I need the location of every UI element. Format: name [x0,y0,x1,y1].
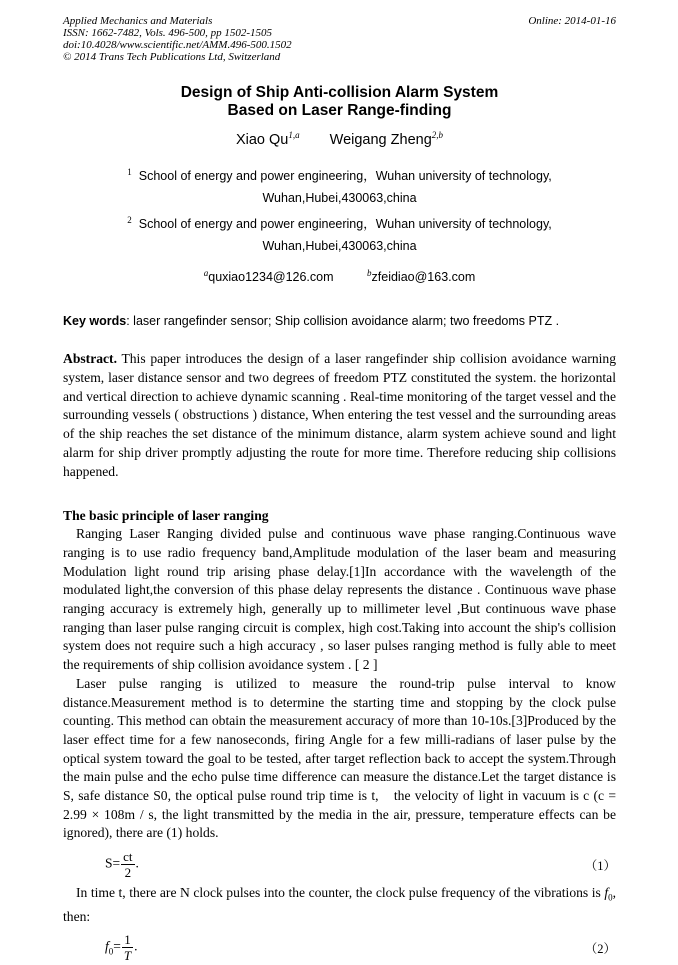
affiliation-2-line-1 [63,209,616,235]
author-1-name: Xiao Qu [235,131,289,148]
affiliation-1-superscript: 1 [127,166,132,177]
journal-copyright: © 2014 Trans Tech Publications Ltd, Switzerland [63,51,281,63]
keywords-text: : laser rangefinder sensor; Ship collision avoidance alarm; two freedoms PTZ . [126,314,560,329]
online-date: Online: 2014-01-16 [528,15,616,27]
affiliation-1-line-2: Wuhan,Hubei,430063,china [262,190,417,205]
section-heading-laser-ranging: The basic principle of laser ranging [63,508,269,524]
equation-1-fraction [121,849,134,880]
paper-title-line1: Design of Ship Anti-collision Alarm System [180,84,499,101]
email-1-superscript: a [203,268,209,279]
email-1-address: quxiao1234@126.com [208,270,334,285]
affiliation-1-text: School of energy and power engineering，Wuhan university of technology, [138,168,552,183]
email-2-superscript: b [367,268,372,279]
journal-header [63,15,616,63]
equation-1-lhs: S= [105,855,121,871]
author-1-superscript: 1,a [288,130,300,140]
email-2-address: zfeidiao@163.com [371,270,476,285]
equation-2-numerator: 1 [122,932,133,948]
equation-1-period: . [135,855,139,871]
authors-line [63,130,616,148]
paragraph-3-f-subscript: 0 [608,892,613,903]
equation-2-period: . [134,938,138,954]
keywords-line [63,313,616,329]
email-2 [367,270,475,284]
paper-title-line2: Based on Laser Range-finding [227,102,452,119]
paragraph-3-text-pre: In time t, there are N clock pulses into the counter, the clock pulse frequency of the vibrations is [76,885,605,901]
equation-2 [63,930,616,965]
equation-2-denominator: T [123,948,132,964]
emails-line [63,268,616,284]
affiliation-1-line-1 [63,161,616,187]
author-2-name: Weigang Zheng [329,131,432,148]
equation-2-expression [105,930,138,965]
journal-issn: ISSN: 1662-7482, Vols. 496-500, pp 1502-1505 [63,27,272,39]
abstract-label: Abstract. [63,351,117,367]
equation-2-f-symbol: f [105,938,109,954]
affiliations-block [63,161,616,257]
journal-title: Applied Mechanics and Materials [63,15,213,27]
equation-2-f-subscript: 0 [108,946,114,957]
section-paragraph-3 [63,884,616,926]
paragraph-3-text-post: , then: [63,885,616,924]
section-paragraph-2: Laser pulse ranging is utilized to measure the round-trip pulse interval to know distance.Measurement method is to determine the starting time and stopping by the clock pulse counting. This method can obtain the measurement accuracy of more than 10-10s.[3]Produced by the laser effect time for a few nanoseconds, firing Angle for a few milli-radians of laser pulse by the optical system toward the goal to be tested, after target reflection back to accept the system.Through the main pulse and the echo pulse time difference can measure the distance.Let the target distance is S, safe distance S0, the optical pulse round trip time is t, the velocity of light in vacuum is c (c = 2.99 × 108m / s, the light transmitted by the media in the air, pressure, temperature effects can be ignored), there are (1) holds. [63,675,616,841]
affiliation-2-text: School of energy and power engineering，Wuhan university of technology, [138,217,552,232]
affiliation-2-superscript: 2 [127,214,132,225]
paper-title [63,84,616,120]
email-1 [204,270,334,284]
equation-1-expression [105,847,139,882]
equation-2-number: （2） [584,941,616,956]
abstract-paragraph [63,350,616,481]
equation-1-number: （1） [584,858,616,873]
paragraph-3-f-symbol: f [604,885,609,901]
section-paragraph-1: Ranging Laser Ranging divided pulse and continuous wave phase ranging.Continuous wave ranging is to use radio frequency band,Amplitude modulation of the laser beam and measuring Modulation light round trip arising phase delay.[1]In accordance with the wavelength of the modulated light,the conversion of this phase delay represents the distance . Continuous wave phase ranging accuracy is extremely high, generally up to millimeter level ,But continuous wave phase ranging than laser pulse ranging circuit is complex, high cost.Taking into account the ship's collision system does not require such a high accuracy , so laser pulses ranging method is fully able to meet the requirements of ship collision avoidance system . [ 2 ] [63,526,616,673]
equation-1-denominator: 2 [124,865,132,881]
equation-1-numerator: ct [123,849,133,865]
keywords-label: Key words [63,314,127,329]
abstract-text: This paper introduces the design of a laser rangefinder ship collision avoidance warning system, laser distance sensor and two degrees of freedom PTZ constituted the system. the horizontal and vertical direction to achieve dynamic scanning . Real-time monitoring of the target vessel and the surrounding vessels ( obstructions ) distance, When entering the test vessel and the surrounding areas of the ship reaches the set distance of the minimum distance, alarm system achieve sound and light alarm for ship driver promptly adjusting the route for more time. Therefore reducing ship collisions happened. [63,351,616,479]
equation-1 [63,847,616,882]
journal-doi: doi:10.4028/www.scientific.net/AMM.496-500.1502 [63,39,292,51]
affiliation-2-line-2: Wuhan,Hubei,430063,china [262,239,417,254]
journal-meta [63,15,292,63]
equation-2-equals: = [113,938,121,954]
author-2-superscript: 2,b [431,130,444,140]
